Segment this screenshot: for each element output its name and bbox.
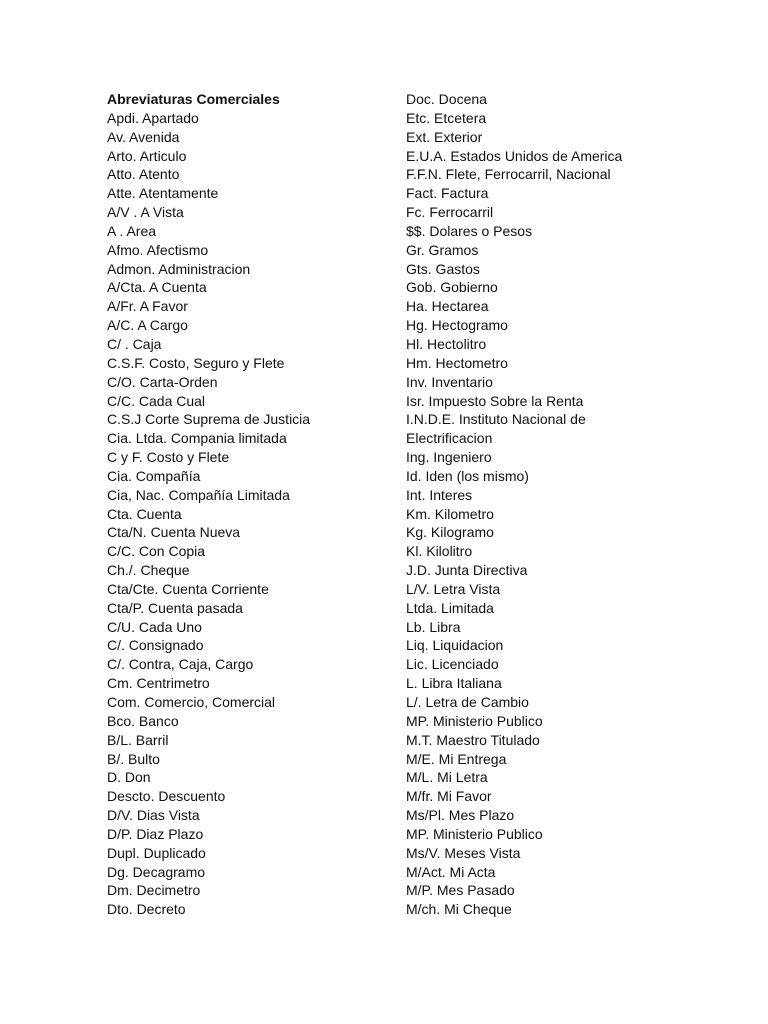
abbreviation-entry: A/Cta. A Cuenta [107, 279, 207, 296]
abbreviation-entry: M/L. Mi Letra [406, 769, 488, 786]
left-abbreviation-list [107, 109, 310, 919]
abbreviation-entry: Atte. Atentamente [107, 185, 219, 202]
abbreviation-entry: Dto. Decreto [107, 901, 186, 918]
abbreviation-entry: Liq. Liquidacion [406, 637, 504, 654]
abbreviation-entry: I.N.D.E. Instituto Nacional de [406, 411, 586, 428]
abbreviation-entry: Isr. Impuesto Sobre la Renta [406, 392, 584, 409]
left-column [107, 90, 310, 919]
abbreviation-entry: C/ . Caja [107, 335, 162, 352]
abbreviation-entry: M/P. Mes Pasado [406, 882, 515, 899]
abbreviation-entry: C/. Contra, Caja, Cargo [107, 656, 254, 673]
abbreviation-entry: Lic. Licenciado [406, 656, 499, 673]
abbreviation-entry: D/V. Dias Vista [107, 807, 200, 824]
abbreviation-entry: M/fr. Mi Favor [406, 788, 492, 805]
abbreviation-entry: M/ch. Mi Cheque [406, 901, 512, 918]
abbreviation-entry: J.D. Junta Directiva [406, 562, 528, 579]
abbreviation-entry: F.F.N. Flete, Ferrocarril, Nacional [406, 166, 611, 183]
abbreviation-entry: Afmo. Afectismo [107, 241, 209, 258]
abbreviation-entry: Dupl. Duplicado [107, 844, 206, 861]
abbreviation-entry: C.S.J Corte Suprema de Justicia [107, 411, 311, 428]
abbreviation-entry: Av. Avenida [107, 128, 180, 145]
abbreviation-entry: Ha. Hectarea [406, 298, 489, 315]
abbreviation-entry: Cm. Centrimetro [107, 675, 210, 692]
abbreviation-entry: Cta/Cte. Cuenta Corriente [107, 580, 269, 597]
abbreviation-entry: Cta/N. Cuenta Nueva [107, 524, 241, 541]
abbreviation-entry: C.S.F. Costo, Seguro y Flete [107, 354, 285, 371]
abbreviation-entry: Kl. Kilolitro [406, 543, 473, 560]
abbreviation-entry: M/E. Mi Entrega [406, 750, 507, 767]
abbreviation-entry: Atto. Atento [107, 166, 180, 183]
abbreviation-entry: $$. Dolares o Pesos [406, 222, 533, 239]
abbreviation-entry: C/C. Con Copia [107, 543, 206, 560]
abbreviation-entry: MP. Ministerio Publico [406, 825, 543, 842]
abbreviation-entry: Ch./. Cheque [107, 562, 190, 579]
abbreviation-entry: Cta. Cuenta [107, 505, 182, 522]
abbreviation-entry: Descto. Descuento [107, 788, 226, 805]
abbreviation-entry: Etc. Etcetera [406, 109, 487, 126]
abbreviation-entry: A/C. A Cargo [107, 317, 188, 334]
abbreviation-entry: C/. Consignado [107, 637, 204, 654]
abbreviation-entry: Ltda. Limitada [406, 599, 494, 616]
abbreviation-entry: Apdi. Apartado [107, 109, 199, 126]
abbreviation-entry: L/. Letra de Cambio [406, 694, 529, 710]
abbreviation-entry: Ext. Exterior [406, 128, 483, 145]
abbreviation-entry: Com. Comercio, Comercial [107, 694, 276, 710]
abbreviation-entry: Cta/P. Cuenta pasada [107, 599, 243, 616]
abbreviation-entry: Ing. Ingeniero [406, 449, 492, 466]
abbreviation-entry: L/V. Letra Vista [406, 580, 501, 597]
abbreviation-entry: Electrificacion [406, 430, 493, 447]
abbreviation-entry: C/C. Cada Cual [107, 392, 206, 409]
abbreviation-entry: B/. Bulto [107, 750, 160, 767]
abbreviation-entry: Hg. Hectogramo [406, 317, 508, 334]
abbreviation-entry: Gts. Gastos [406, 260, 480, 277]
abbreviation-entry: C/O. Carta-Orden [107, 373, 218, 390]
abbreviation-entry: Int. Interes [406, 486, 473, 503]
abbreviation-entry: Hm. Hectometro [406, 354, 508, 371]
abbreviation-entry: E.U.A. Estados Unidos de America [406, 147, 623, 164]
abbreviation-entry: Ms/V. Meses Vista [406, 844, 521, 861]
abbreviation-entry: Gr. Gramos [406, 241, 479, 258]
right-column [406, 90, 622, 919]
abbreviation-entry: Admon. Administracion [107, 260, 251, 277]
abbreviation-entry: MP. Ministerio Publico [406, 712, 543, 729]
abbreviation-entry: Arto. Articulo [107, 147, 187, 164]
abbreviation-entry: Dm. Decimetro [107, 882, 201, 899]
abbreviation-entry: Fc. Ferrocarril [406, 204, 494, 221]
abbreviation-entry: Kg. Kilogramo [406, 524, 494, 541]
abbreviation-entry: Fact. Factura [406, 185, 489, 202]
abbreviation-entry: A/Fr. A Favor [107, 298, 188, 315]
right-abbreviation-list [406, 90, 622, 919]
abbreviation-entry: D. Don [107, 769, 151, 786]
abbreviation-entry: D/P. Diaz Plazo [107, 825, 204, 842]
abbreviation-entry: Cia, Nac. Compañía Limitada [107, 486, 290, 503]
abbreviation-entry: C y F. Costo y Flete [107, 449, 230, 466]
abbreviation-entry: M.T. Maestro Titulado [406, 731, 540, 748]
document-title: Abreviaturas Comerciales [107, 91, 280, 107]
abbreviation-entry: Inv. Inventario [406, 373, 493, 390]
abbreviation-entry: M/Act. Mi Acta [406, 863, 496, 880]
abbreviation-entry: Doc. Docena [406, 91, 487, 107]
abbreviation-entry: Ms/Pl. Mes Plazo [406, 807, 515, 824]
abbreviation-entry: Lb. Libra [406, 618, 461, 635]
abbreviation-entry: Dg. Decagramo [107, 863, 206, 880]
abbreviation-entry: B/L. Barril [107, 731, 169, 748]
abbreviation-entry: Hl. Hectolitro [406, 335, 487, 352]
abbreviation-entry: L. Libra Italiana [406, 675, 502, 692]
abbreviation-entry: Id. Iden (los mismo) [406, 467, 529, 484]
abbreviation-entry: Cia. Compañía [107, 467, 201, 484]
abbreviation-entry: Km. Kilometro [406, 505, 494, 522]
abbreviation-entry: A/V . A Vista [107, 204, 184, 221]
abbreviation-entry: C/U. Cada Uno [107, 618, 202, 635]
abbreviation-entry: Cia. Ltda. Compania limitada [107, 430, 287, 447]
abbreviation-entry: A . Area [107, 222, 157, 239]
abbreviation-entry: Bco. Banco [107, 712, 179, 729]
abbreviation-entry: Gob. Gobierno [406, 279, 498, 296]
